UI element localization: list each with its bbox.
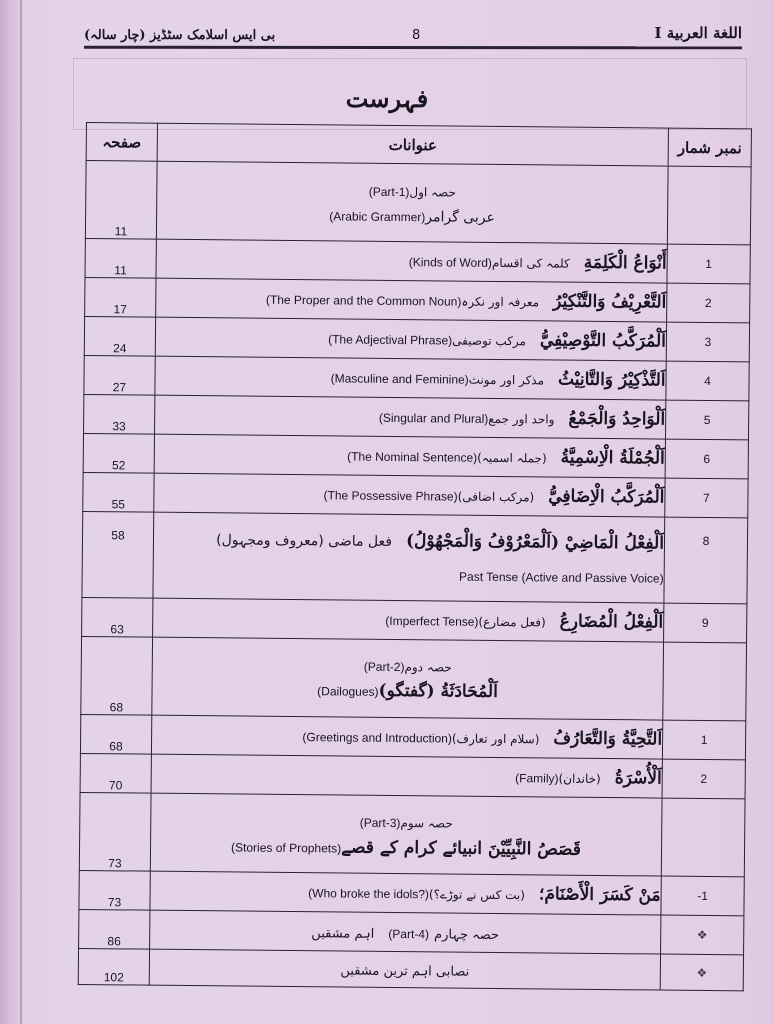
serial-number: 1 xyxy=(662,720,745,760)
page-ref: 68 xyxy=(80,714,151,754)
serial-number: -1 xyxy=(661,876,744,916)
page-gutter xyxy=(20,0,22,1024)
page-ref: 52 xyxy=(83,433,154,473)
serial-number: 1 xyxy=(667,244,750,284)
topic-title: اَلْمُرَكَّبُ التَّوْصِيْفِيُّمرکب توصیفی(The Adjectival Phrase) xyxy=(155,317,666,361)
page-ref: 73 xyxy=(79,870,150,910)
table-row xyxy=(81,636,747,720)
section-title: حصہ اول(Part-1) عربی گرامر(Arabic Grammer) xyxy=(156,161,668,244)
table-row xyxy=(82,511,748,603)
serial-number: 2 xyxy=(662,759,745,799)
page-ref: 17 xyxy=(85,277,156,317)
table-row xyxy=(83,472,748,517)
serial-number xyxy=(663,642,747,721)
table-row xyxy=(78,948,743,990)
page-number: 8 xyxy=(412,28,421,43)
serial-number xyxy=(667,166,751,245)
topic-title: اَلْفِعْلُ الْمُضَارِعُ(فعل مضارع)(Imperfect Tense) xyxy=(153,598,664,642)
page-ref: 24 xyxy=(84,316,155,356)
topic-title: أَنْوَاعُ الْكَلِمَةِکلمہ کی اقسام(Kinds of Word) xyxy=(156,239,667,283)
topic-title: اَلْجُمْلَةُ الْاِسْمِيَّةُ(جملہ اسمیہ)(The Nominal Sentence) xyxy=(154,434,665,478)
column-header-page: صفحہ xyxy=(86,123,157,162)
serial-number: 3 xyxy=(666,322,749,362)
page-ref: 63 xyxy=(82,597,153,637)
topic-title: اَلْفِعْلُ الْمَاضِيْ (اَلْمَعْرُوْفُ وَالْمَجْهُوْلُ)فعل ماضی (معروف ومجہول) Past Tense (Active and Passive Voice) xyxy=(153,512,665,603)
topic-title: اَلْوَاحِدُ وَالْجَمْعُواحد اور جمع(Singular and Plural) xyxy=(155,395,666,439)
topic-title: اَلتَّحِيَّةُ وَالتَّعَارُفُ(سلام اور تعارف)(Greetings and Introduction) xyxy=(151,715,662,759)
page-ref: 70 xyxy=(80,753,151,793)
bullet-icon: ❖ xyxy=(661,915,744,955)
book-title: بی ایس اسلامک سٹڈیز (چار سالہ) xyxy=(84,28,276,43)
table-row xyxy=(85,277,750,322)
table-row xyxy=(85,161,751,245)
table-row xyxy=(82,597,747,642)
page-ref: 86 xyxy=(79,909,150,949)
table-of-contents xyxy=(78,122,752,991)
topic-title: مَنْ كَسَرَ الْأَصْنَامَ؛(بت کس نے توڑے؟)(Who broke the idols?) xyxy=(150,871,661,915)
section-title: حصہ سوم(Part-3) قَصَصُ النَّبِيِّيْنَ انبیائے کرام کے قصے(Stories of Prophets) xyxy=(150,793,662,876)
table-row xyxy=(84,394,749,439)
header-divider xyxy=(84,46,742,50)
page-ref: 73 xyxy=(79,792,151,871)
page-ref: 55 xyxy=(83,472,154,512)
table-row xyxy=(84,316,749,361)
serial-number: 8 xyxy=(664,517,748,604)
serial-number xyxy=(661,798,745,877)
page-ref: 27 xyxy=(84,355,155,395)
topic-title: حصہ چہارم (Part-4)اہم مشقیں xyxy=(150,910,661,954)
topic-title: اَلْمُرَكَّبُ الْاِضَافِيُّ(مرکب اضافی)(The Possessive Phrase) xyxy=(154,473,665,517)
topic-title: اَلْأُسْرَةُ(خاندان)(Family) xyxy=(151,754,662,798)
section-title: حصہ دوم(Part-2) اَلْمُحَادَثَةُ (گفتگو)(Dailogues) xyxy=(152,637,664,720)
table-header-row xyxy=(86,123,751,167)
table-row xyxy=(83,433,748,478)
page-header xyxy=(84,24,742,46)
serial-number: 7 xyxy=(665,478,748,518)
table-row xyxy=(79,792,745,876)
topic-title: اَلتَّذْكِيْرُ وَالتَّانِيْثُمذکر اور مونث(Masculine and Feminine) xyxy=(155,356,666,400)
serial-number: 9 xyxy=(664,603,747,643)
table-row xyxy=(80,714,745,759)
page-ref: 11 xyxy=(85,238,156,278)
bullet-icon: ❖ xyxy=(660,954,743,991)
page-ref: 102 xyxy=(78,948,149,985)
topic-title: نصابی اہم ترین مشقیں xyxy=(149,949,660,990)
table-row xyxy=(80,753,745,798)
serial-number: 2 xyxy=(667,283,750,323)
column-header-topics: عنوانات xyxy=(157,123,668,166)
page-ref: 58 xyxy=(82,511,154,598)
table-row xyxy=(85,238,750,283)
serial-number: 6 xyxy=(665,439,748,479)
topic-title: اَلتَّعْرِيْفُ وَالتَّنْكِيْرُمعرفہ اور نکرہ(The Proper and the Common Noun) xyxy=(156,278,667,322)
serial-number: 4 xyxy=(666,361,749,401)
table-row xyxy=(79,870,744,915)
page-ref: 33 xyxy=(84,394,155,434)
serial-number: 5 xyxy=(665,400,748,440)
column-header-serial: نمبر شمار xyxy=(668,128,751,167)
table-row xyxy=(79,909,744,954)
page-ref: 68 xyxy=(81,636,153,715)
table-row xyxy=(84,355,749,400)
subject-title: اللغة العربية I xyxy=(654,24,742,42)
page-title: فہرست xyxy=(345,84,429,113)
page-ref: 11 xyxy=(85,161,157,240)
